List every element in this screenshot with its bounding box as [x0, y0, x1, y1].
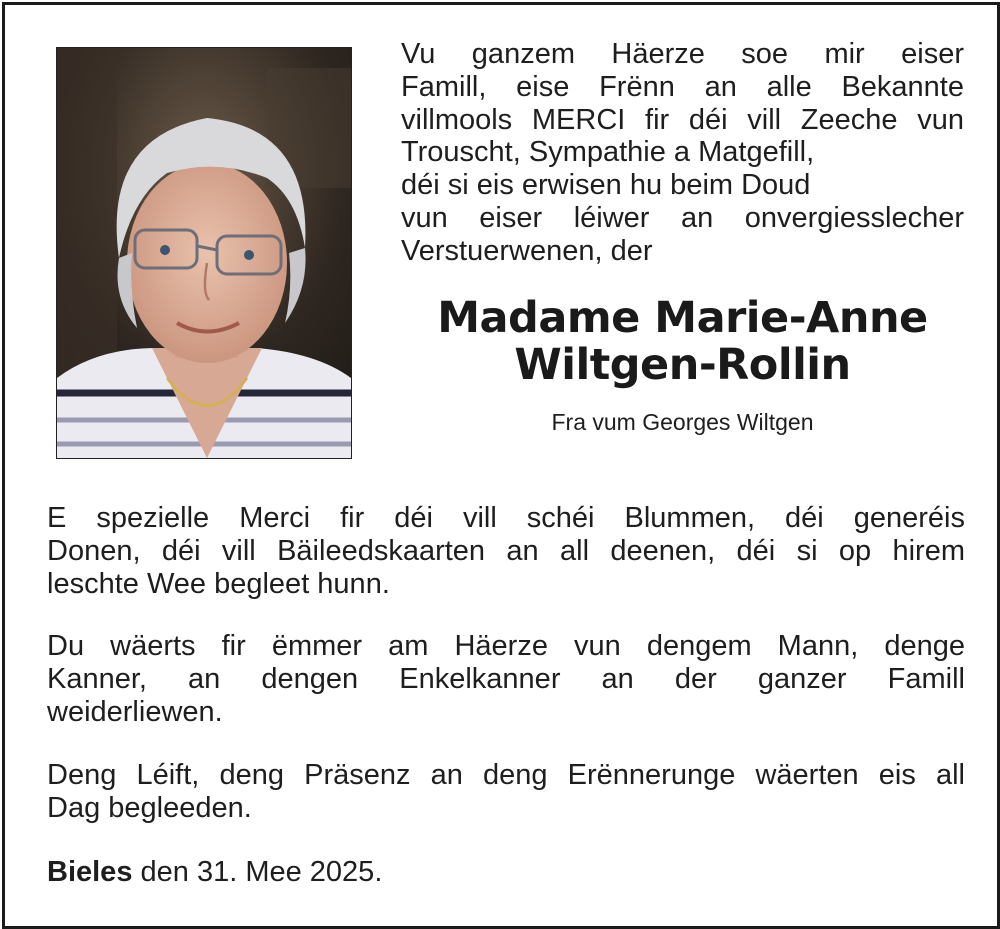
- paragraph-line: Deng Léift, deng Präsenz an deng Erënnerunge wäerten eis all: [47, 759, 965, 791]
- paragraph-thanks: [47, 502, 965, 600]
- portrait-illustration: [57, 48, 351, 458]
- intro-line: villmools MERCI fir déi vill Zeeche vun: [401, 103, 964, 136]
- paragraph-love: [47, 759, 965, 825]
- intro-line: Trouscht, Sympathie a Matgefill,: [401, 136, 815, 169]
- intro-line: Famill, eise Frënn an alle Bekannte: [401, 70, 964, 103]
- intro-line: Verstuerwenen, der: [401, 234, 653, 267]
- spouse-line: Fra vum Georges Wiltgen: [551, 409, 814, 435]
- paragraph-line: weiderliewen.: [47, 695, 223, 728]
- paragraph-line: Donen, déi vill Bäileedskaarten an all deenen, déi si op hirem: [47, 534, 965, 567]
- obituary-card: [2, 2, 1000, 929]
- intro-line: déi si eis erwisen hu beim Doud: [401, 169, 811, 202]
- paragraph-memory: [47, 630, 965, 728]
- deceased-name-line1: Madame Marie-Anne: [437, 293, 928, 343]
- intro-text: [401, 38, 964, 268]
- signature-line: [47, 856, 382, 889]
- intro-line: Vu ganzem Häerze soe mir eiser: [401, 38, 964, 70]
- signature-date: den 31. Mee 2025.: [140, 856, 383, 888]
- paragraph-line: E spezielle Merci fir déi vill schéi Blummen, déi generéis: [47, 502, 965, 534]
- portrait-photo: [56, 47, 352, 459]
- paragraph-line: leschte Wee begleet hunn.: [47, 567, 390, 600]
- signature-place: Bieles: [47, 856, 133, 888]
- paragraph-line: Dag begleeden.: [47, 791, 252, 824]
- deceased-name: [401, 295, 964, 389]
- paragraph-line: Kanner, an dengen Enkelkanner an der ganzer Famill: [47, 662, 965, 695]
- paragraph-line: Du wäerts fir ëmmer am Häerze vun dengem Mann, denge: [47, 630, 965, 662]
- deceased-name-line2: Wiltgen-Rollin: [514, 340, 851, 390]
- intro-line: vun eiser léiwer an onvergiesslecher: [401, 201, 964, 234]
